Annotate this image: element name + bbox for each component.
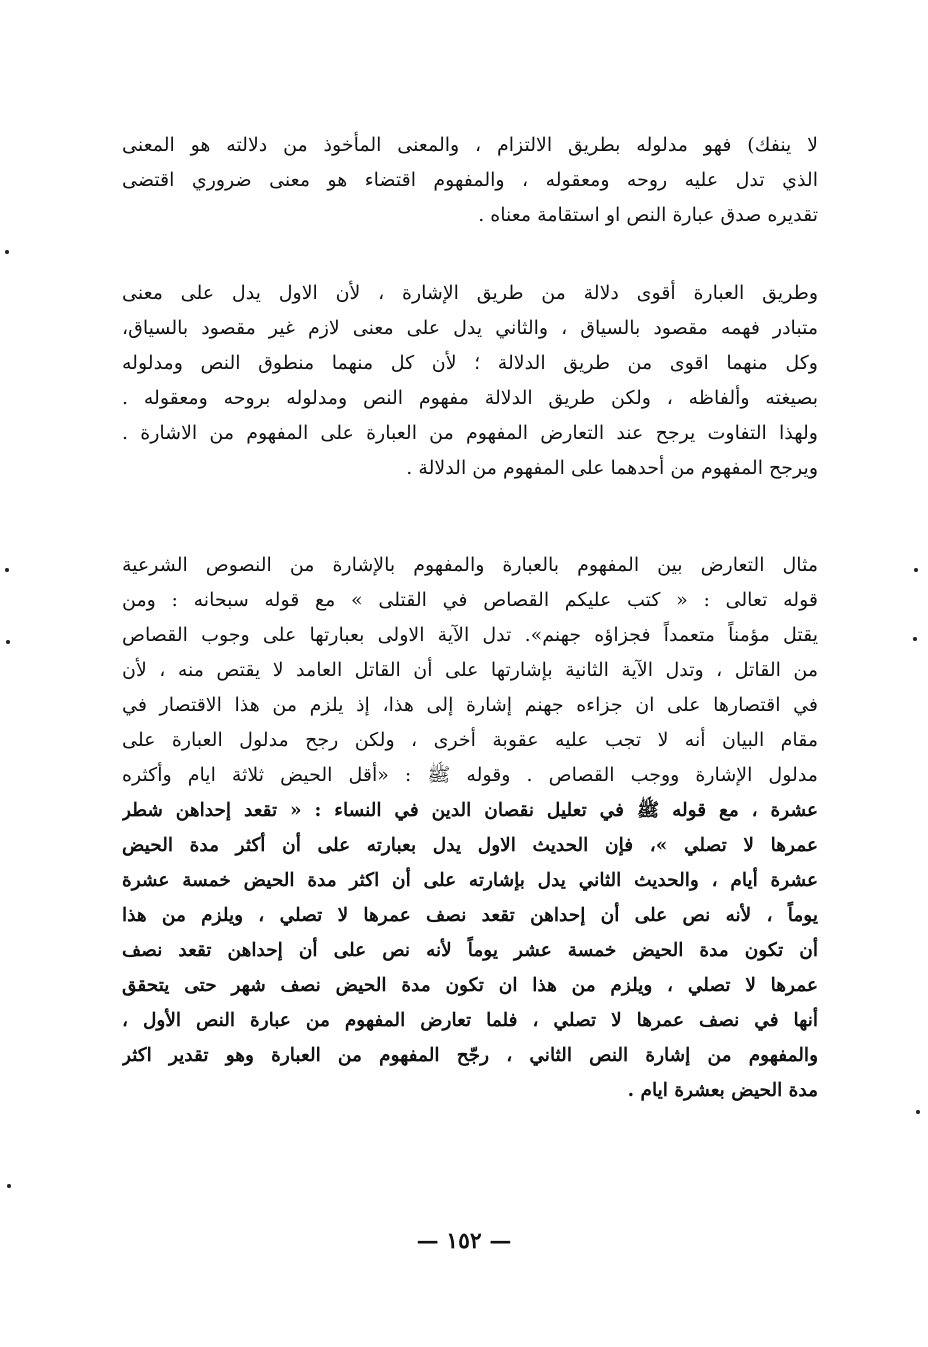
text-line: ويرجح المفهوم من أحدهما على المفهوم من الدلالة .	[406, 457, 818, 479]
text-line: ولهذا التفاوت يرجح عند التعارض المفهوم من العبارة على المفهوم من الاشارة .	[122, 422, 818, 444]
page-number: — ١٥٢ —	[416, 1228, 512, 1254]
text-line: تقديره صدق عبارة النص او استقامة معناه .	[478, 204, 818, 226]
scan-speck	[914, 568, 918, 572]
text-line: بصيغته وألفاظه ، ولكن طريق الدلالة مفهوم النص ومدلوله بروحه ومعقوله .	[122, 387, 818, 409]
text-line: عشرة ، مع قوله ﷺ في تعليل نقصان الدين في النساء : « تقعد إحداهن شطر	[122, 800, 818, 821]
text-line: أن تكون مدة الحيض خمسة عشر يوماً لأنه نص على أن إحداهن تقعد نصف	[122, 940, 818, 961]
text-line: أنها في نصف عمرها لا تصلي ، فلما تعارض المفهوم من عبارة النص الأول ،	[122, 1010, 818, 1031]
text-line: لا ينفك) فهو مدلوله بطريق الالتزام ، والمعنى المأخوذ من دلالته هو المعنى	[122, 134, 818, 156]
scan-speck	[916, 1110, 920, 1114]
paragraph-1	[122, 128, 818, 233]
text-line: يوماً ، لأنه نص على أن إحداهن تقعد نصف عمرها لا تصلي ، ويلزم من هذا	[122, 905, 818, 926]
text-line: متبادر فهمه مقصود بالسياق ، والثاني يدل على معنى لازم غير مقصود بالسياق،	[122, 317, 818, 339]
text-line: مدلول الإشارة ووجب القصاص . وقوله ﷺ : «أقل الحيض ثلاثة ايام وأكثره	[122, 764, 818, 786]
text-line: عمرها لا تصلي ، ويلزم من هذا ان تكون مدة الحيض نصف شهر حتى يتحقق	[122, 975, 818, 996]
paragraph-3	[122, 548, 818, 1108]
text-line: مثال التعارض بين المفهوم بالعبارة والمفهوم بالإشارة من النصوص الشرعية	[122, 554, 818, 576]
paragraph-2	[122, 276, 818, 486]
text-line: والمفهوم من إشارة النص الثاني ، رجّح المفهوم من العبارة وهو تقدير اكثر	[122, 1045, 818, 1066]
scan-speck	[5, 250, 9, 254]
text-line: مقام البيان أنه لا تجب عليه عقوبة أخرى ، ولكن رجح مدلول العبارة على	[122, 729, 818, 751]
scan-speck	[913, 637, 917, 641]
text-line: في اقتصارها على ان جزاءه جهنم إشارة إلى هذا، إذ يلزم من هذا الاقتصار في	[122, 694, 818, 716]
text-line: يقتل مؤمناً متعمداً فجزاؤه جهنم». تدل الآية الاولى بعبارتها على وجوب القصاص	[122, 624, 818, 646]
text-line: الذي تدل عليه روحه ومعقوله ، والمفهوم اقتضاء هو معنى ضروري اقتضى	[122, 169, 818, 191]
text-line: وكل منهما اقوى من طريق الدلالة ؛ لأن كل منهما منطوق النص ومدلوله	[122, 352, 818, 374]
text-line: قوله تعالى : « كتب عليكم القصاص في القتلى » مع قوله سبحانه : ومن	[122, 589, 818, 611]
text-line: عشرة أيام ، والحديث الثاني يدل بإشارته على أن اكثر مدة الحيض خمسة عشرة	[122, 870, 818, 891]
scan-speck	[7, 1184, 11, 1188]
text-line: مدة الحيض بعشرة ايام .	[627, 1080, 818, 1101]
text-line: عمرها لا تصلي »، فإن الحديث الاول يدل بعبارته على أن أكثر مدة الحيض	[122, 835, 818, 856]
text-line: وطريق العبارة أقوى دلالة من طريق الإشارة ، لأن الاول يدل على معنى	[122, 282, 818, 304]
scan-speck	[6, 640, 10, 644]
scan-speck	[5, 568, 9, 572]
text-line: من القاتل ، وتدل الآية الثانية بإشارتها على أن القاتل العامد لا يقتص منه ، لأن	[122, 659, 818, 681]
